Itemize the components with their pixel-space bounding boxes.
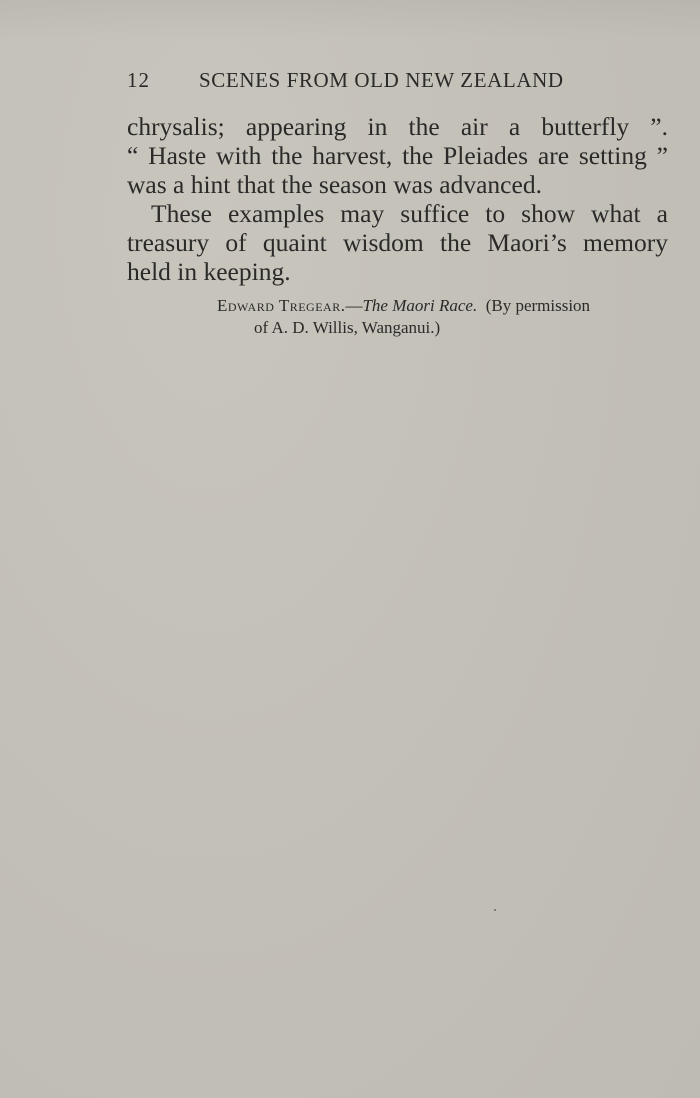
paper-speck bbox=[494, 909, 496, 911]
book-title: SCENES FROM OLD NEW ZEALAND bbox=[199, 68, 564, 92]
author-name: Edward Tregear. bbox=[217, 296, 346, 315]
text-line: held in keeping. bbox=[127, 257, 291, 286]
body-paragraphs bbox=[127, 112, 668, 286]
em-dash: — bbox=[345, 296, 363, 315]
text-line: treasury of quaint wisdom the Maori’s memory bbox=[127, 228, 668, 257]
text-line: These examples may suffice to show what a bbox=[151, 199, 668, 228]
permission-text: (By permission bbox=[485, 296, 591, 315]
text-line: “ Haste with the harvest, the Pleiades are setting ” bbox=[127, 141, 668, 170]
text-line: chrysalis; appearing in the air a butterfly ”. bbox=[127, 112, 668, 141]
page-number: 12 bbox=[127, 68, 150, 92]
text-line: was a hint that the season was advanced. bbox=[127, 170, 542, 199]
page-edge-shadow bbox=[0, 0, 700, 40]
permission-continuation: of A. D. Willis, Wanganui.) bbox=[254, 318, 441, 337]
attribution-line bbox=[217, 295, 653, 317]
work-title: The Maori Race. bbox=[362, 296, 478, 315]
attribution bbox=[217, 295, 653, 339]
running-head bbox=[127, 68, 599, 94]
